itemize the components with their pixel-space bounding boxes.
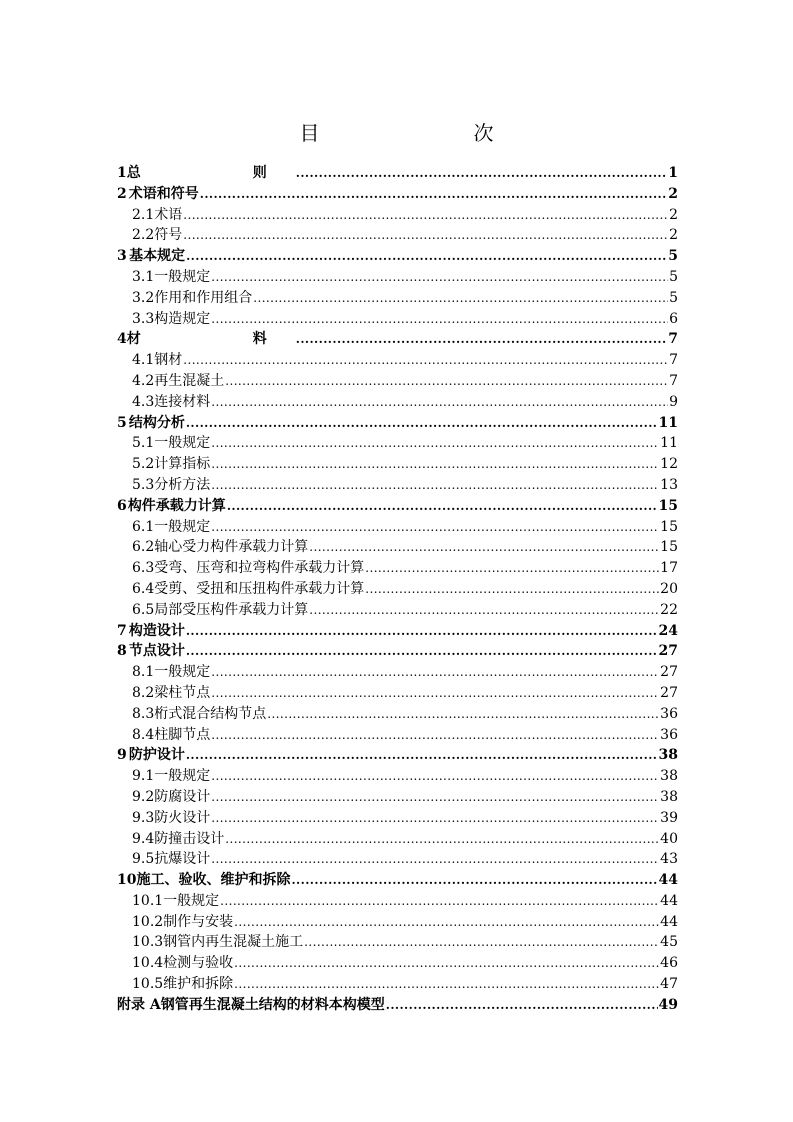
toc-entry-number: 2.1 <box>132 206 155 223</box>
toc-entry-page-number: 7 <box>669 372 678 389</box>
dot-leader <box>211 267 668 288</box>
toc-section-entry[interactable] <box>117 787 678 808</box>
dot-leader <box>211 808 659 829</box>
toc-entry-page-number: 22 <box>660 601 678 618</box>
toc-section-entry[interactable] <box>117 579 678 600</box>
toc-chapter-entry[interactable] <box>117 745 678 766</box>
toc-entry-label: 术语和符号 <box>128 185 199 202</box>
toc-entry-label: 节点设计 <box>128 643 185 660</box>
toc-section-entry[interactable] <box>117 683 678 704</box>
toc-entry-label: 防火设计 <box>154 809 211 826</box>
toc-entry-label: 制作与安装 <box>163 913 234 930</box>
dot-leader <box>296 163 668 184</box>
toc-entry-number: 2.2 <box>132 227 155 244</box>
toc-chapter-entry[interactable] <box>117 246 678 267</box>
toc-entry-label: 受弯、压弯和拉弯构件承载力计算 <box>154 560 365 577</box>
toc-entry-page-number: 13 <box>660 476 678 493</box>
toc-entry-label: 轴心受力构件承载力计算 <box>154 539 309 556</box>
toc-section-entry[interactable] <box>117 974 678 995</box>
toc-entry-label: 局部受压构件承载力计算 <box>154 601 309 618</box>
toc-entry-label: 钢材 <box>154 352 183 369</box>
toc-entry-label: 一般规定 <box>154 518 211 535</box>
toc-entry-label: 防撞击设计 <box>154 830 225 847</box>
toc-chapter-entry[interactable] <box>117 641 678 662</box>
toc-entry-label: 总 则 <box>126 165 295 181</box>
toc-section-entry[interactable] <box>117 600 678 621</box>
toc-entry-number: 附录 A <box>117 996 161 1013</box>
toc-entry-number: 6 <box>117 497 127 514</box>
toc-entry-number: 3.2 <box>132 289 155 306</box>
toc-entry-page-number: 38 <box>660 768 678 785</box>
toc-entry-number: 5.3 <box>132 476 155 493</box>
toc-entry-number: 9.1 <box>132 768 155 785</box>
dot-leader <box>183 350 668 371</box>
dot-leader <box>186 641 658 662</box>
toc-entry-page-number: 11 <box>660 435 678 452</box>
toc-entry-number: 8.3 <box>132 705 155 722</box>
toc-chapter-entry[interactable] <box>117 329 678 350</box>
toc-entry-label: 符号 <box>154 227 183 244</box>
toc-section-entry[interactable] <box>117 267 678 288</box>
toc-entry-number: 6.2 <box>132 539 155 556</box>
toc-chapter-entry[interactable] <box>117 184 678 205</box>
toc-entry-label: 结构分析 <box>128 414 185 431</box>
toc-section-entry[interactable] <box>117 454 678 475</box>
toc-entry-page-number: 49 <box>658 996 678 1013</box>
toc-entry-label: 一般规定 <box>154 268 211 285</box>
dot-leader <box>211 662 659 683</box>
toc-entry-number: 6.4 <box>132 580 155 597</box>
toc-section-entry[interactable] <box>117 475 678 496</box>
toc-entry-page-number: 17 <box>660 560 678 577</box>
toc-entry-number: 10 <box>117 872 137 889</box>
toc-entry-label: 维护和拆除 <box>163 976 234 993</box>
toc-entry-number: 6.5 <box>132 601 155 618</box>
toc-entry-page-number: 1 <box>668 165 678 181</box>
toc-entry-page-number: 12 <box>660 456 678 473</box>
toc-entry-number: 9 <box>117 747 127 764</box>
toc-section-entry[interactable] <box>117 558 678 579</box>
dot-leader <box>211 766 659 787</box>
dot-leader <box>200 184 668 205</box>
dot-leader <box>234 974 659 995</box>
toc-entry-page-number: 24 <box>658 622 678 639</box>
toc-entry-label: 连接材料 <box>154 393 211 410</box>
dot-leader <box>211 725 659 746</box>
toc-entry-page-number: 5 <box>668 248 678 265</box>
toc-entry-label: 一般规定 <box>154 435 211 452</box>
toc-entry-page-number: 38 <box>658 747 678 764</box>
toc-entry-label: 梁柱节点 <box>154 684 211 701</box>
toc-section-entry[interactable] <box>117 371 678 392</box>
toc-entry-label: 钢管再生混凝土结构的材料本构模型 <box>160 996 385 1013</box>
toc-entry-number: 6.1 <box>132 518 155 535</box>
toc-entry-page-number: 40 <box>660 830 678 847</box>
dot-leader <box>211 392 668 413</box>
dot-leader <box>211 683 659 704</box>
toc-entry-label: 柱脚节点 <box>154 726 211 743</box>
toc-section-entry[interactable] <box>117 953 678 974</box>
toc-section-entry[interactable] <box>117 350 678 371</box>
toc-entry-page-number: 2 <box>668 185 678 202</box>
toc-entry-number: 8.2 <box>132 684 155 701</box>
dot-leader <box>211 475 659 496</box>
toc-section-entry[interactable] <box>117 725 678 746</box>
toc-entry-page-number: 27 <box>660 684 678 701</box>
toc-title: 目 次 <box>299 121 532 145</box>
toc-entry-page-number: 7 <box>668 331 678 348</box>
toc-section-entry[interactable] <box>117 932 678 953</box>
toc-entry-label: 分析方法 <box>154 476 211 493</box>
toc-entry-page-number: 5 <box>669 268 678 285</box>
dot-leader <box>365 558 659 579</box>
toc-entry-page-number: 45 <box>660 934 678 951</box>
toc-section-entry[interactable] <box>117 912 678 933</box>
toc-entry-label: 基本规定 <box>129 248 186 265</box>
toc-entry-number: 9.4 <box>132 830 155 847</box>
dot-leader <box>186 745 658 766</box>
toc-entry-number: 9.3 <box>132 809 155 826</box>
toc-entry-page-number: 39 <box>660 809 678 826</box>
dot-leader <box>220 891 659 912</box>
table-of-contents <box>117 163 678 1016</box>
dot-leader <box>183 205 668 226</box>
toc-section-entry[interactable] <box>117 849 678 870</box>
toc-entry-number: 3 <box>117 248 127 265</box>
toc-entry-number: 9.2 <box>132 788 155 805</box>
toc-entry-number: 4.3 <box>132 393 155 410</box>
toc-entry-page-number: 27 <box>660 664 678 681</box>
toc-section-entry[interactable] <box>117 808 678 829</box>
toc-entry-number: 8.1 <box>132 664 155 681</box>
dot-leader <box>211 517 659 538</box>
toc-section-entry[interactable] <box>117 392 678 413</box>
toc-section-entry[interactable] <box>117 891 678 912</box>
toc-entry-page-number: 46 <box>660 955 678 972</box>
toc-entry-label: 术语 <box>154 206 183 223</box>
toc-section-entry[interactable] <box>117 829 678 850</box>
dot-leader <box>225 829 659 850</box>
toc-entry-label: 防腐设计 <box>154 788 211 805</box>
toc-entry-number: 5 <box>117 414 127 431</box>
toc-entry-number: 10.1 <box>132 892 164 909</box>
toc-entry-page-number: 38 <box>660 788 678 805</box>
toc-entry-number: 10.4 <box>132 955 164 972</box>
dot-leader <box>186 621 658 642</box>
toc-entry-label: 再生混凝土 <box>154 372 225 389</box>
dot-leader <box>386 995 658 1016</box>
dot-leader <box>234 953 659 974</box>
toc-section-entry[interactable] <box>117 662 678 683</box>
toc-entry-page-number: 7 <box>669 352 678 369</box>
toc-entry-label: 钢管内再生混凝土施工 <box>163 934 304 951</box>
dot-leader <box>186 246 667 267</box>
toc-entry-page-number: 44 <box>660 913 678 930</box>
toc-chapter-entry[interactable] <box>117 995 678 1016</box>
toc-entry-page-number: 5 <box>669 289 678 306</box>
toc-section-entry[interactable] <box>117 537 678 558</box>
dot-leader <box>183 225 668 246</box>
toc-entry-label: 一般规定 <box>163 892 220 909</box>
toc-section-entry[interactable] <box>117 704 678 725</box>
toc-entry-page-number: 44 <box>660 892 678 909</box>
toc-section-entry[interactable] <box>117 517 678 538</box>
toc-chapter-entry[interactable] <box>117 621 678 642</box>
toc-entry-page-number: 9 <box>669 393 678 410</box>
toc-entry-page-number: 15 <box>660 518 678 535</box>
toc-entry-number: 7 <box>117 622 127 639</box>
toc-entry-label: 防护设计 <box>128 747 185 764</box>
toc-entry-label: 抗爆设计 <box>154 851 211 868</box>
dot-leader <box>225 371 668 392</box>
toc-entry-number: 10.3 <box>132 934 164 951</box>
toc-chapter-entry[interactable] <box>117 496 678 517</box>
dot-leader <box>296 329 668 350</box>
toc-entry-label: 检测与验收 <box>163 955 234 972</box>
dot-leader <box>304 932 659 953</box>
toc-entry-page-number: 36 <box>660 726 678 743</box>
toc-entry-number: 3.3 <box>132 310 155 327</box>
toc-entry-page-number: 20 <box>660 580 678 597</box>
toc-section-entry[interactable] <box>117 766 678 787</box>
toc-entry-number: 10.2 <box>132 913 164 930</box>
dot-leader <box>186 413 658 434</box>
dot-leader <box>309 537 659 558</box>
toc-entry-label: 作用和作用组合 <box>154 289 253 306</box>
toc-entry-label: 构造规定 <box>154 310 211 327</box>
dot-leader <box>365 579 659 600</box>
toc-entry-page-number: 15 <box>660 539 678 556</box>
toc-entry-label: 受剪、受扭和压扭构件承载力计算 <box>154 580 365 597</box>
dot-leader <box>253 288 668 309</box>
toc-entry-page-number: 11 <box>658 414 678 431</box>
toc-chapter-entry[interactable] <box>117 413 678 434</box>
toc-entry-page-number: 6 <box>669 310 678 327</box>
toc-entry-number: 5.2 <box>132 456 155 473</box>
toc-entry-page-number: 15 <box>658 497 678 514</box>
toc-entry-label: 构造设计 <box>128 622 185 639</box>
dot-leader <box>211 454 659 475</box>
dot-leader <box>211 787 659 808</box>
toc-entry-number: 8 <box>117 643 127 660</box>
toc-section-entry[interactable] <box>117 433 678 454</box>
toc-entry-label: 一般规定 <box>154 664 211 681</box>
toc-entry-page-number: 43 <box>660 851 678 868</box>
toc-chapter-entry[interactable] <box>117 870 678 891</box>
toc-entry-label: 桁式混合结构节点 <box>154 705 267 722</box>
toc-entry-number: 4.1 <box>132 352 155 369</box>
toc-entry-number: 4.2 <box>132 372 155 389</box>
toc-entry-label: 一般规定 <box>154 768 211 785</box>
dot-leader <box>267 704 659 725</box>
toc-entry-label: 计算指标 <box>154 456 211 473</box>
toc-entry-page-number: 44 <box>658 872 678 889</box>
toc-entry-page-number: 27 <box>658 643 678 660</box>
toc-section-entry[interactable] <box>117 225 678 246</box>
dot-leader <box>291 870 657 891</box>
dot-leader <box>211 433 659 454</box>
toc-entry-number: 2 <box>117 185 127 202</box>
dot-leader <box>211 309 668 330</box>
dot-leader <box>309 600 659 621</box>
toc-entry-number: 1 <box>117 165 127 181</box>
toc-entry-number: 10.5 <box>132 976 164 993</box>
toc-entry-label: 施工、验收、维护和拆除 <box>136 872 291 889</box>
toc-entry-number: 3.1 <box>132 268 155 285</box>
toc-entry-number: 5.1 <box>132 435 155 452</box>
dot-leader <box>211 849 659 870</box>
dot-leader <box>234 912 659 933</box>
toc-entry-label: 构件承载力计算 <box>127 497 226 514</box>
toc-entry-number: 6.3 <box>132 560 155 577</box>
toc-entry-number: 4 <box>117 331 127 348</box>
toc-section-entry[interactable] <box>117 288 678 309</box>
toc-entry-label: 材 料 <box>126 331 295 348</box>
toc-entry-page-number: 47 <box>660 976 678 993</box>
toc-section-entry[interactable] <box>117 309 678 330</box>
toc-entry-page-number: 36 <box>660 705 678 722</box>
toc-entry-page-number: 2 <box>669 227 678 244</box>
toc-entry-page-number: 2 <box>669 206 678 223</box>
toc-chapter-entry[interactable] <box>117 163 678 184</box>
toc-entry-number: 9.5 <box>132 851 155 868</box>
toc-section-entry[interactable] <box>117 205 678 226</box>
dot-leader <box>227 496 658 517</box>
toc-entry-number: 8.4 <box>132 726 155 743</box>
